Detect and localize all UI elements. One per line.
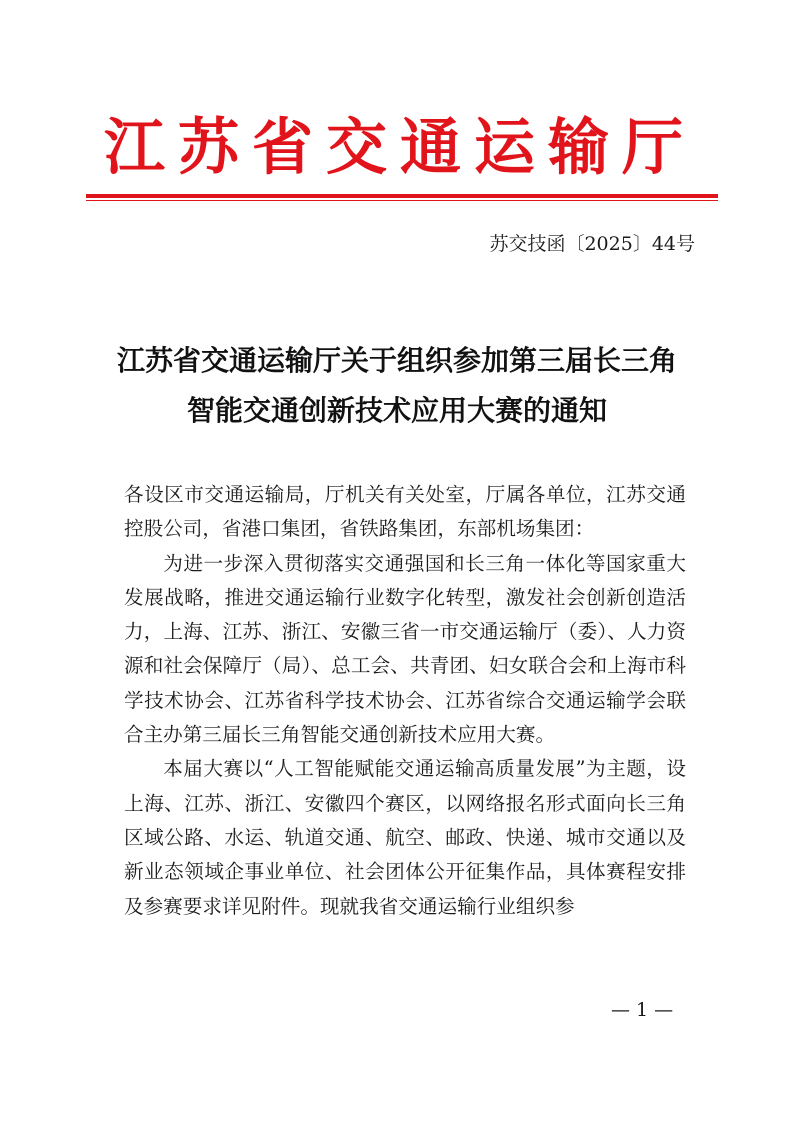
page-number: — 1 — xyxy=(611,999,674,1021)
letterhead-red-rule-thin xyxy=(86,200,718,201)
document-title xyxy=(90,336,704,436)
agency-letterhead-title: 江苏省交通运输厅 xyxy=(103,112,696,183)
letterhead-red-rule xyxy=(86,194,718,198)
body-paragraph-1: 为进一步深入贯彻落实交通强国和长三角一体化等国家重大发展战略，推进交通运输行业数字化转型，激发社会创新创造活力，上海、江苏、浙江、安徽三省一市交通运输厅（委）、人力资源和社会保障厅（局）、总工会、共青团、妇女联合会和上海市科学技术协会、江苏省科学技术协会、江苏省综合交通运输学会联合主办第三届长三角智能交通创新技术应用大赛。 xyxy=(124,551,686,747)
addressees-paragraph: 各设区市交通运输局，厅机关有关处室，厅属各单位，江苏交通控股公司，省港口集团，省铁路集团，东部机场集团： xyxy=(124,483,686,541)
document-title-line-1: 江苏省交通运输厅关于组织参加第三届长三角 xyxy=(116,344,677,377)
document-number: 苏交技函〔2025〕44号 xyxy=(489,233,695,255)
body-paragraph-2: 本届大赛以“人工智能赋能交通运输高质量发展”为主题，设上海、江苏、浙江、安徽四个赛区，以网络报名形式面向长三角区域公路、水运、轨道交通、航空、邮政、快递、城市交通以及新业态领域企事业单位、社会团体公开征集作品，具体赛程安排及参赛要求详见附件。现就我省交通运输行业组织参 xyxy=(124,757,686,918)
document-body xyxy=(124,478,686,924)
document-title-line-2: 智能交通创新技术应用大赛的通知 xyxy=(186,394,607,427)
